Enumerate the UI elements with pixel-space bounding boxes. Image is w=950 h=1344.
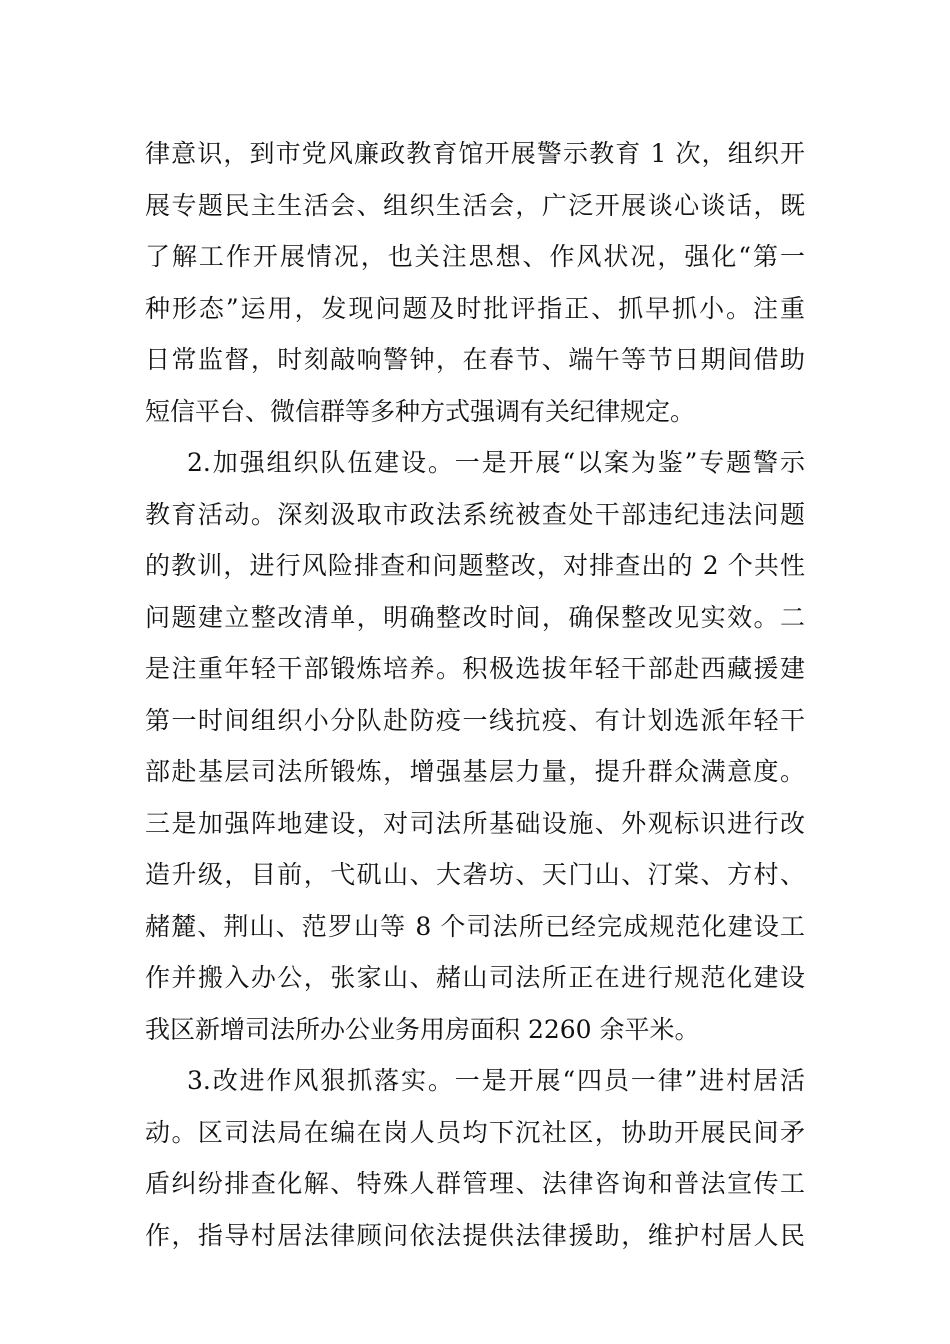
text-line: 教育活动。深刻汲取市政法系统被查处干部违纪违法问题 bbox=[145, 499, 805, 529]
text-line: 三是加强阵地建设，对司法所基础设施、外观标识进行改 bbox=[145, 808, 805, 838]
text-line: 的教训，进行风险排查和问题整改，对排查出的 2 个共性 bbox=[145, 551, 805, 580]
text-line: 短信平台、微信群等多种方式强调有关纪律规定。 bbox=[145, 396, 696, 426]
text-line: 展专题民主生活会、组织生活会，广泛开展谈心谈话，既 bbox=[145, 190, 805, 220]
text-line: 赭麓、荆山、范罗山等 8 个司法所已经完成规范化建设工 bbox=[145, 911, 805, 941]
text-line: 动。区司法局在编在岗人员均下沉社区，协助开展民间矛 bbox=[145, 1117, 805, 1147]
text-line: 我区新增司法所办公业务用房面积 2260 余平米。 bbox=[145, 1014, 700, 1044]
text-line: 造升级，目前，弋矶山、大砻坊、天门山、汀棠、方村、 bbox=[145, 860, 805, 889]
text-line: 律意识，到市党风廉政教育馆开展警示教育 1 次，组织开 bbox=[145, 139, 805, 168]
text-line: 盾纠纷排查化解、特殊人群管理、法律咨询和普法宣传工 bbox=[145, 1169, 805, 1198]
text-line: 问题建立整改清单，明确整改时间，确保整改见实效。二 bbox=[145, 602, 805, 632]
text-line: 日常监督，时刻敲响警钟，在春节、端午等节日期间借助 bbox=[145, 345, 805, 374]
text-line: 3.改进作风狠抓落实。一是开展“四员一律”进村居活 bbox=[187, 1066, 805, 1095]
text-line: 第一时间组织小分队赴防疫一线抗疫、有计划选派年轻干 bbox=[145, 705, 805, 735]
text-line: 了解工作开展情况，也关注思想、作风状况，强化“第一 bbox=[145, 242, 805, 271]
text-line: 部赴基层司法所锻炼，增强基层力量，提升群众满意度。 bbox=[145, 757, 805, 786]
document-body bbox=[145, 128, 805, 1261]
text-line: 2.加强组织队伍建设。一是开展“以案为鉴”专题警示 bbox=[187, 448, 805, 477]
text-line: 作，指导村居法律顾问依法提供法律援助，维护村居人民 bbox=[145, 1220, 805, 1250]
text-line: 是注重年轻干部锻炼培养。积极选拔年轻干部赴西藏援建 bbox=[145, 654, 805, 683]
text-line: 种形态”运用，发现问题及时批评指正、抓早抓小。注重 bbox=[145, 293, 805, 323]
text-line: 作并搬入办公，张家山、赭山司法所正在进行规范化建设 bbox=[145, 963, 805, 992]
